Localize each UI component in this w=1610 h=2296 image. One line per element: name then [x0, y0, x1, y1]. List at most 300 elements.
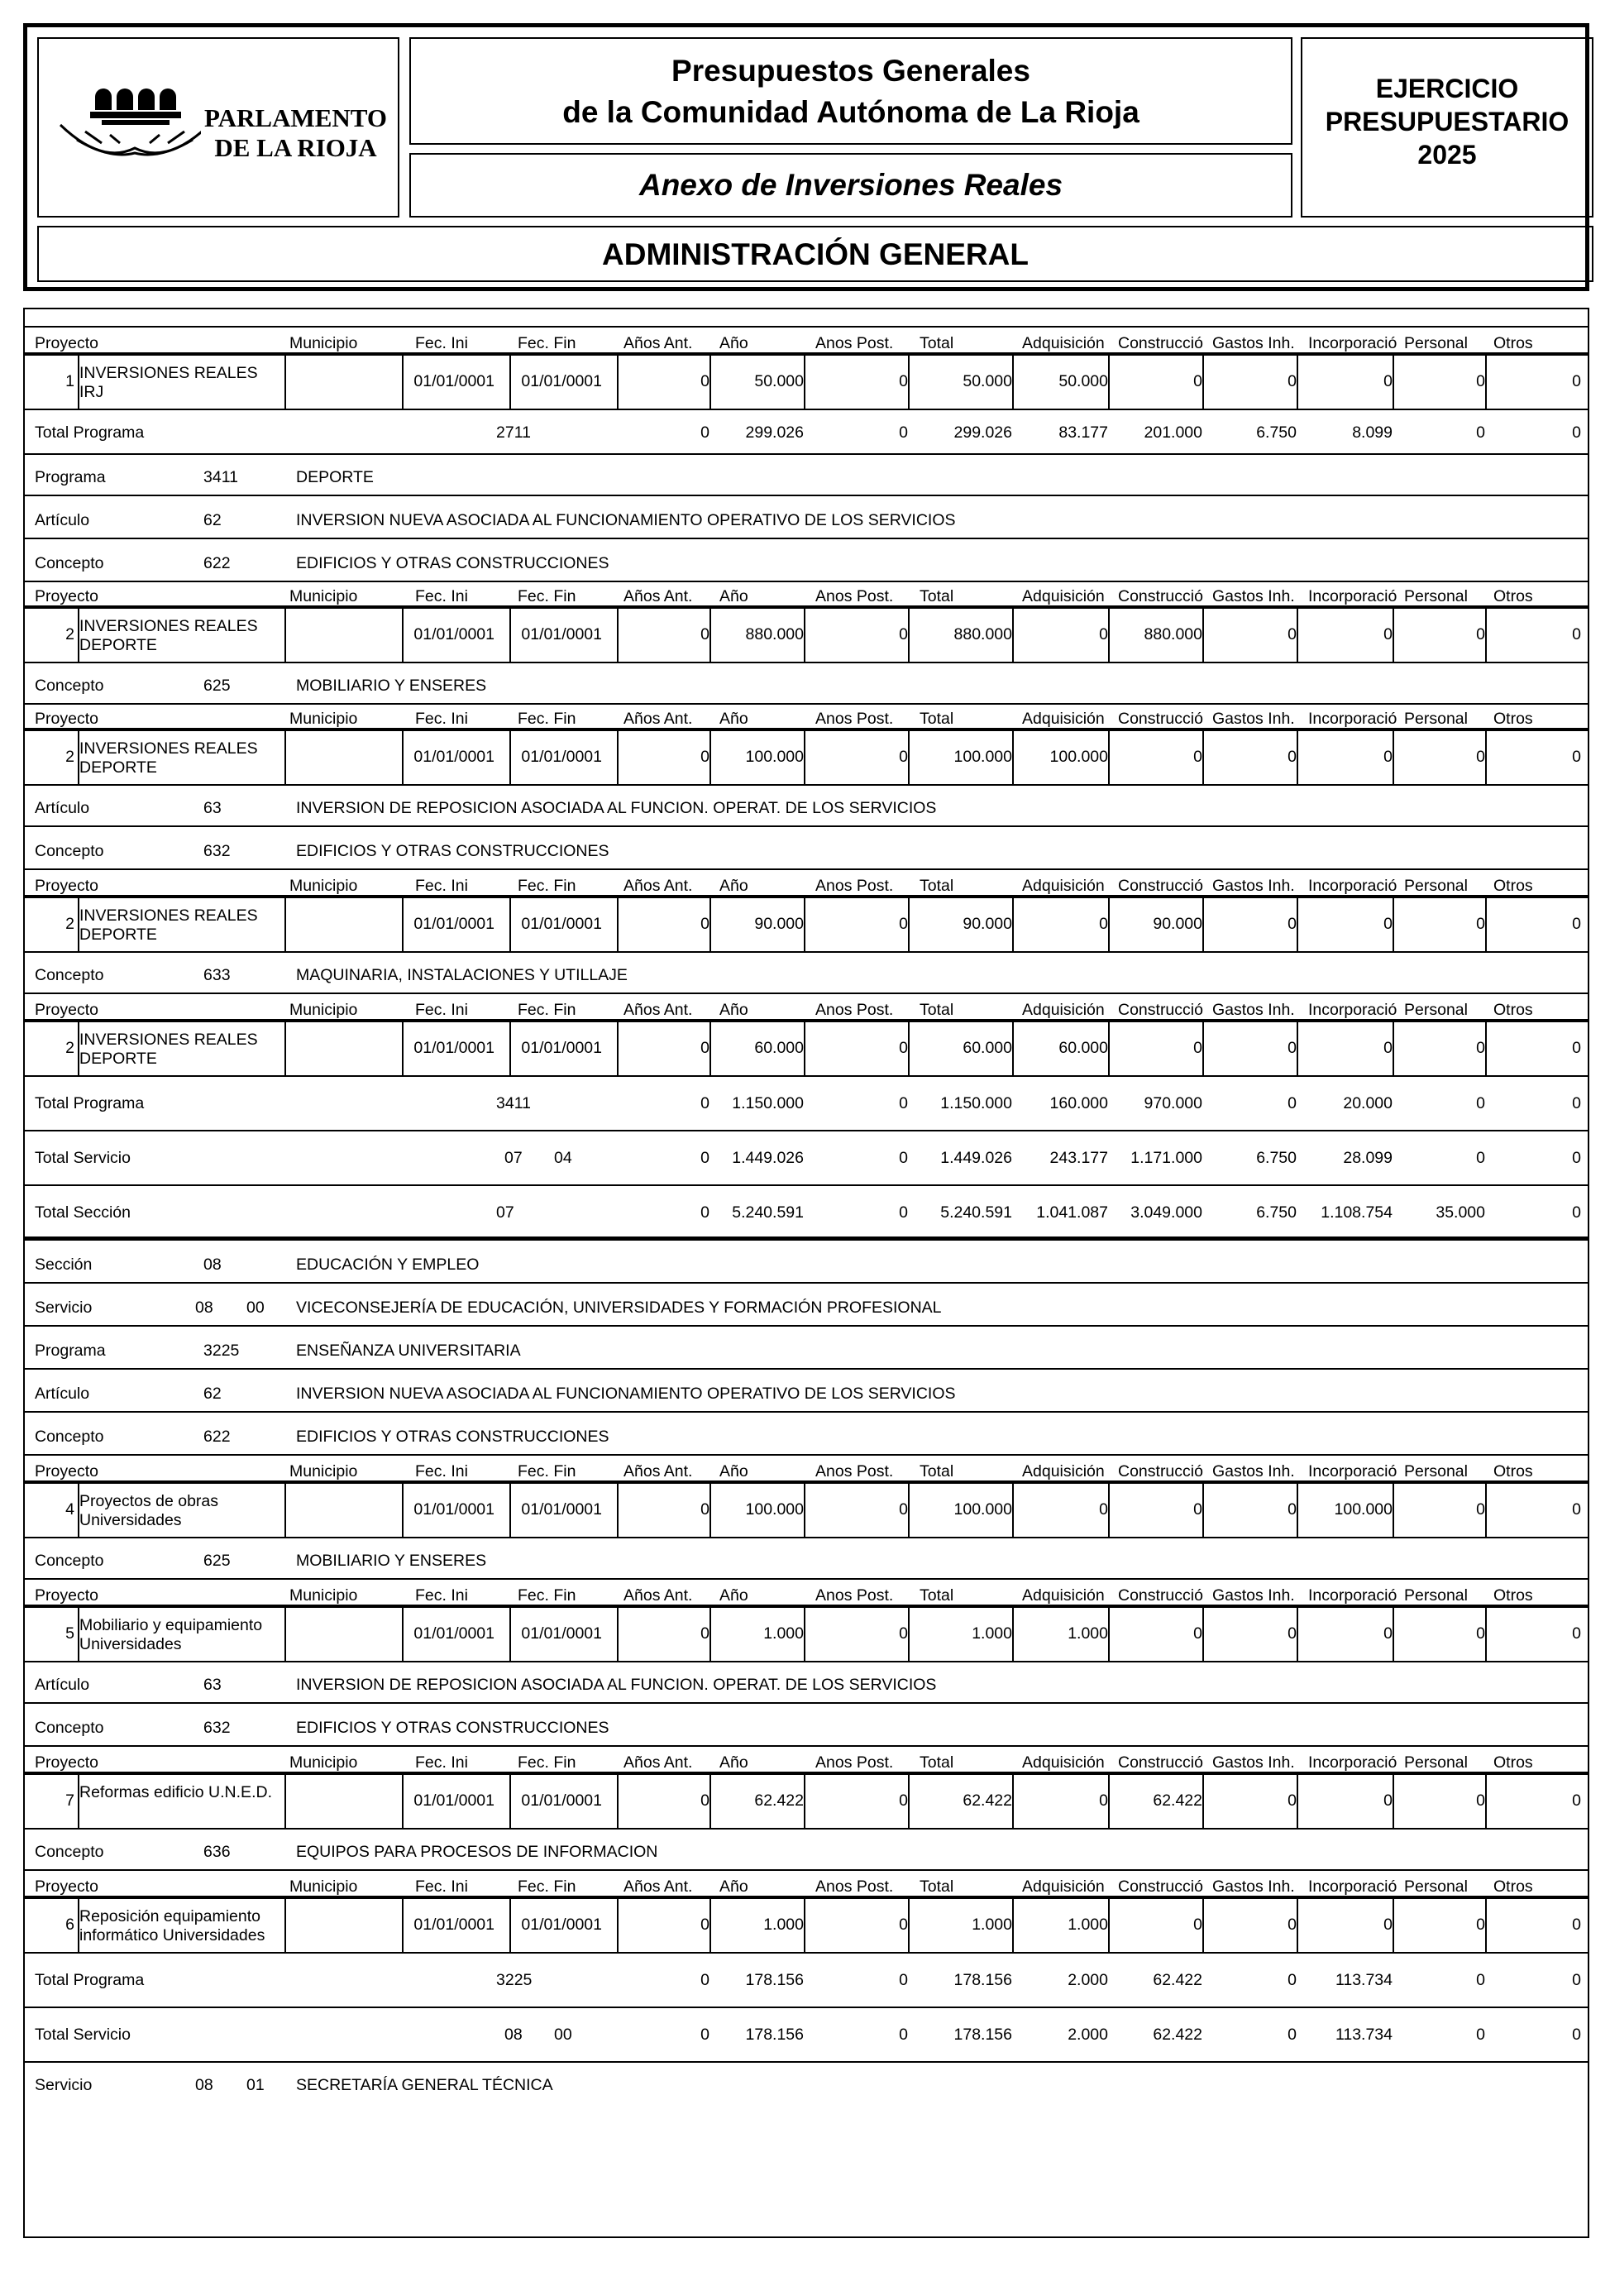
project-inc: 0 [1383, 915, 1393, 933]
project-inc: 0 [1383, 1916, 1393, 1934]
concepto-row [23, 1538, 1589, 1580]
cell-divider [709, 1608, 711, 1661]
programa-row-label: Programa [35, 468, 106, 486]
column-header-8: Adquisición [1022, 1462, 1105, 1480]
column-header-3: Fec. Fin [518, 1001, 576, 1019]
cell-divider [617, 1608, 619, 1661]
column-header-11: Incorporació [1308, 877, 1397, 895]
column-header-3: Fec. Fin [518, 1586, 576, 1605]
column-header-row [23, 582, 1589, 607]
cell-divider [402, 898, 404, 951]
total-servicio-row [23, 1131, 1589, 1186]
column-header-9: Construcció [1118, 1001, 1203, 1019]
project-total: 1.000 [972, 1916, 1012, 1934]
column-header-4: Años Ant. [623, 1753, 693, 1772]
articulo-row-label: Artículo [35, 799, 90, 817]
title-line1: Presupuestos Generales [671, 54, 1030, 88]
concepto-row-code: 622 [203, 1428, 231, 1446]
column-header-12: Personal [1404, 1877, 1468, 1896]
project-total: 100.000 [953, 748, 1012, 766]
column-header-4: Años Ant. [623, 1586, 693, 1605]
programa-row-code: 3225 [203, 1342, 240, 1360]
cell-divider [1202, 898, 1204, 951]
cell-divider [1202, 731, 1204, 784]
project-ff: 01/01/0001 [521, 372, 602, 390]
column-header-0: Proyecto [35, 710, 98, 728]
project-row [23, 1482, 1589, 1538]
column-header-2: Fec. Ini [415, 1462, 468, 1480]
project-ff: 01/01/0001 [521, 1500, 602, 1519]
project-name: INVERSIONES REALES DEPORTE [79, 1031, 258, 1068]
total-programa-row-con: 970.000 [1144, 1094, 1202, 1112]
project-con: 0 [1193, 1500, 1202, 1519]
total-programa-row-gas: 0 [1288, 1971, 1297, 1989]
column-header-13: Otros [1493, 587, 1533, 605]
column-header-0: Proyecto [35, 1877, 98, 1896]
project-ano: 100.000 [745, 1500, 804, 1519]
column-header-1: Municipio [289, 334, 358, 352]
column-header-13: Otros [1493, 1753, 1533, 1772]
project-ano: 60.000 [754, 1039, 804, 1057]
cell-divider [1485, 1608, 1487, 1661]
year-line3: 2025 [1417, 140, 1477, 170]
project-fi: 01/01/0001 [413, 1791, 494, 1810]
project-post: 0 [899, 748, 908, 766]
parliament-logo-icon [52, 72, 201, 171]
project-otr: 0 [1572, 1624, 1581, 1643]
cell-divider [617, 356, 619, 409]
project-name: Reformas edificio U.N.E.D. [79, 1783, 272, 1801]
concepto-row-label: Concepto [35, 1719, 104, 1737]
project-gas: 0 [1288, 1500, 1297, 1519]
project-con: 0 [1193, 372, 1202, 390]
total-servicio-row-code2: 04 [554, 1149, 572, 1167]
project-con: 0 [1193, 748, 1202, 766]
column-header-12: Personal [1404, 1753, 1468, 1772]
logo-line1: PARLAMENTO [204, 103, 388, 132]
project-ant: 0 [700, 372, 709, 390]
cell-divider [709, 1484, 711, 1537]
column-header-4: Años Ant. [623, 1877, 693, 1896]
total-programa-row-label: Total Programa [35, 423, 145, 442]
project-fi: 01/01/0001 [413, 1039, 494, 1057]
project-gas: 0 [1288, 625, 1297, 643]
column-header-8: Adquisición [1022, 334, 1105, 352]
column-header-2: Fec. Ini [415, 334, 468, 352]
total-servicio-row-label: Total Servicio [35, 2026, 131, 2044]
project-con: 0 [1193, 1039, 1202, 1057]
project-per: 0 [1476, 1791, 1485, 1810]
project-gas: 0 [1288, 1039, 1297, 1057]
cell-divider [1108, 731, 1110, 784]
programa-row-code: 3411 [203, 468, 238, 486]
concepto-row [23, 663, 1589, 705]
project-row [23, 607, 1589, 663]
cell-divider [1297, 1484, 1298, 1537]
fiscal-year-box [1301, 37, 1593, 218]
project-con: 0 [1193, 1916, 1202, 1934]
column-header-row [23, 1581, 1589, 1606]
cell-divider [908, 1899, 910, 1952]
project-ant: 0 [700, 1791, 709, 1810]
column-header-10: Gastos Inh. [1212, 1877, 1295, 1896]
project-name: Proyectos de obras Universidades [79, 1492, 219, 1529]
column-header-7: Total [920, 334, 954, 352]
articulo-row-description: INVERSION DE REPOSICION ASOCIADA AL FUNCION. OPERAT. DE LOS SERVICIOS [296, 1676, 937, 1694]
project-adq: 50.000 [1058, 372, 1108, 390]
column-header-1: Municipio [289, 1462, 358, 1480]
logo-text [204, 103, 387, 163]
project-ano: 50.000 [754, 372, 804, 390]
project-post: 0 [899, 915, 908, 933]
cell-divider [402, 731, 404, 784]
column-header-row [23, 1873, 1589, 1897]
cell-divider [1108, 1022, 1110, 1075]
total-servicio-row-otr: 0 [1572, 2026, 1581, 2044]
title-line2: de la Comunidad Autónoma de La Rioja [562, 95, 1139, 129]
column-header-0: Proyecto [35, 1001, 98, 1019]
project-ant: 0 [700, 1500, 709, 1519]
column-header-9: Construcció [1118, 334, 1203, 352]
column-header-11: Incorporació [1308, 1753, 1397, 1772]
cell-divider [1108, 609, 1110, 662]
cell-divider [804, 356, 805, 409]
cell-divider [908, 1775, 910, 1828]
column-header-0: Proyecto [35, 587, 98, 605]
column-header-0: Proyecto [35, 877, 98, 895]
total-servicio-row-code: 07 [504, 1149, 523, 1167]
cell-divider [509, 356, 511, 409]
project-number: 2 [65, 748, 74, 766]
cell-divider [1012, 1899, 1014, 1952]
column-header-3: Fec. Fin [518, 1462, 576, 1480]
project-adq: 1.000 [1068, 1916, 1108, 1934]
column-header-11: Incorporació [1308, 1586, 1397, 1605]
project-adq: 1.000 [1068, 1624, 1108, 1643]
total-programa-row-inc: 20.000 [1343, 1094, 1393, 1112]
articulo-row [23, 498, 1589, 539]
project-total: 100.000 [953, 1500, 1012, 1519]
column-header-5: Año [719, 1462, 748, 1480]
project-per: 0 [1476, 1624, 1485, 1643]
concepto-row [23, 1414, 1589, 1456]
programa-row-description: DEPORTE [296, 468, 374, 486]
cell-divider [908, 1608, 910, 1661]
column-header-7: Total [920, 710, 954, 728]
project-ff: 01/01/0001 [521, 625, 602, 643]
total-seccion-row-gas: 6.750 [1256, 1203, 1297, 1222]
total-programa-row-con: 62.422 [1153, 1971, 1202, 1989]
column-header-12: Personal [1404, 334, 1468, 352]
title-box [409, 37, 1292, 145]
cell-divider [617, 1899, 619, 1952]
project-ff: 01/01/0001 [521, 748, 602, 766]
concepto-row-code: 636 [203, 1843, 231, 1861]
articulo-row-code: 63 [203, 799, 222, 817]
servicio-row [23, 1285, 1589, 1327]
project-number: 6 [65, 1916, 74, 1934]
cell-divider [509, 898, 511, 951]
column-header-8: Adquisición [1022, 1753, 1105, 1772]
total-servicio-row-con: 62.422 [1153, 2026, 1202, 2044]
total-seccion-row-adq: 1.041.087 [1036, 1203, 1108, 1222]
cell-divider [804, 1899, 805, 1952]
project-number: 2 [65, 915, 74, 933]
programa-row [23, 455, 1589, 496]
column-header-5: Año [719, 710, 748, 728]
cell-divider [1012, 1484, 1014, 1537]
articulo-row-description: INVERSION DE REPOSICION ASOCIADA AL FUNCION. OPERAT. DE LOS SERVICIOS [296, 799, 937, 817]
total-programa-row [23, 412, 1589, 455]
seccion-row-description: EDUCACIÓN Y EMPLEO [296, 1256, 480, 1274]
total-programa-row-adq: 83.177 [1058, 423, 1108, 442]
project-gas: 0 [1288, 1916, 1297, 1934]
cell-divider [804, 1775, 805, 1828]
column-header-12: Personal [1404, 1001, 1468, 1019]
column-header-11: Incorporació [1308, 334, 1397, 352]
cell-divider [804, 898, 805, 951]
project-fi: 01/01/0001 [413, 1916, 494, 1934]
cell-divider [709, 1899, 711, 1952]
project-ano: 62.422 [754, 1791, 804, 1810]
seccion-row [23, 1242, 1589, 1284]
total-programa-row-post: 0 [899, 423, 908, 442]
project-row [23, 1021, 1589, 1077]
cell-divider [617, 609, 619, 662]
total-seccion-row-label: Total Sección [35, 1203, 131, 1222]
column-header-5: Año [719, 587, 748, 605]
project-inc: 0 [1383, 1791, 1393, 1810]
project-fi: 01/01/0001 [413, 915, 494, 933]
column-header-8: Adquisición [1022, 877, 1105, 895]
column-header-6: Anos Post. [815, 1753, 894, 1772]
cell-divider [1485, 1022, 1487, 1075]
cell-divider [1393, 1608, 1394, 1661]
column-header-13: Otros [1493, 1586, 1533, 1605]
project-ant: 0 [700, 1624, 709, 1643]
total-programa-row-otr: 0 [1572, 1971, 1581, 1989]
column-header-10: Gastos Inh. [1212, 1753, 1295, 1772]
column-header-4: Años Ant. [623, 587, 693, 605]
column-header-row [23, 329, 1589, 354]
column-header-10: Gastos Inh. [1212, 587, 1295, 605]
cell-divider [804, 731, 805, 784]
column-header-8: Adquisición [1022, 587, 1105, 605]
cell-divider [804, 1022, 805, 1075]
column-header-11: Incorporació [1308, 710, 1397, 728]
programa-row-description: ENSEÑANZA UNIVERSITARIA [296, 1342, 521, 1360]
cell-divider [1485, 731, 1487, 784]
project-ant: 0 [700, 1916, 709, 1934]
cell-divider [617, 1484, 619, 1537]
cell-divider [1108, 1775, 1110, 1828]
cell-divider [1393, 898, 1394, 951]
articulo-row-description: INVERSION NUEVA ASOCIADA AL FUNCIONAMIENTO OPERATIVO DE LOS SERVICIOS [296, 1385, 956, 1403]
total-seccion-row [23, 1186, 1589, 1241]
column-header-row [23, 705, 1589, 729]
cell-divider [509, 1022, 511, 1075]
column-header-7: Total [920, 1753, 954, 1772]
seccion-row-code: 08 [203, 1256, 222, 1274]
year-line2: PRESUPUESTARIO [1325, 107, 1569, 136]
cell-divider [1012, 356, 1014, 409]
cell-divider [402, 609, 404, 662]
project-inc: 100.000 [1334, 1500, 1393, 1519]
project-per: 0 [1476, 1500, 1485, 1519]
servicio-row-code: 08 [195, 2076, 213, 2094]
total-servicio-row [23, 2008, 1589, 2063]
programa-row-label: Programa [35, 1342, 106, 1360]
project-ff: 01/01/0001 [521, 1039, 602, 1057]
project-total: 1.000 [972, 1624, 1012, 1643]
project-number: 4 [65, 1500, 74, 1519]
cell-divider [1297, 1608, 1298, 1661]
cell-divider [1297, 356, 1298, 409]
project-inc: 0 [1383, 748, 1393, 766]
project-post: 0 [899, 1500, 908, 1519]
cell-divider [509, 1775, 511, 1828]
cell-divider [1393, 356, 1394, 409]
project-con: 62.422 [1153, 1791, 1202, 1810]
column-header-6: Anos Post. [815, 587, 894, 605]
concepto-row-description: MOBILIARIO Y ENSERES [296, 677, 487, 695]
column-header-2: Fec. Ini [415, 587, 468, 605]
cell-divider [402, 1022, 404, 1075]
cell-divider [908, 731, 910, 784]
project-name: INVERSIONES REALES DEPORTE [79, 739, 258, 777]
column-header-row [23, 996, 1589, 1021]
concepto-row [23, 1830, 1589, 1871]
cell-divider [509, 1899, 511, 1952]
column-header-5: Año [719, 1001, 748, 1019]
column-header-4: Años Ant. [623, 710, 693, 728]
total-servicio-row-per: 0 [1476, 2026, 1485, 2044]
column-header-3: Fec. Fin [518, 587, 576, 605]
column-header-12: Personal [1404, 1462, 1468, 1480]
column-header-1: Municipio [289, 877, 358, 895]
concepto-row-label: Concepto [35, 1843, 104, 1861]
project-inc: 0 [1383, 372, 1393, 390]
total-programa-row-code: 3225 [496, 1971, 533, 1989]
concepto-row-description: EDIFICIOS Y OTRAS CONSTRUCCIONES [296, 1428, 609, 1446]
column-header-13: Otros [1493, 1462, 1533, 1480]
project-total: 62.422 [963, 1791, 1012, 1810]
total-servicio-row-total: 178.156 [953, 2026, 1012, 2044]
concepto-row-description: EDIFICIOS Y OTRAS CONSTRUCCIONES [296, 554, 609, 572]
seccion-row-label: Sección [35, 1256, 93, 1274]
column-header-12: Personal [1404, 1586, 1468, 1605]
column-header-7: Total [920, 877, 954, 895]
total-servicio-row-per: 0 [1476, 1149, 1485, 1167]
total-servicio-row-con: 1.171.000 [1130, 1149, 1202, 1167]
project-name: INVERSIONES REALES IRJ [79, 364, 258, 401]
annex-title: Anexo de Inversiones Reales [409, 153, 1292, 218]
total-seccion-row-otr: 0 [1572, 1203, 1581, 1222]
project-post: 0 [899, 1039, 908, 1057]
cell-divider [1108, 898, 1110, 951]
total-seccion-row-code: 07 [496, 1203, 514, 1222]
concepto-row-label: Concepto [35, 842, 104, 860]
cell-divider [509, 1608, 511, 1661]
cell-divider [617, 1022, 619, 1075]
total-seccion-row-con: 3.049.000 [1130, 1203, 1202, 1222]
total-servicio-row-otr: 0 [1572, 1149, 1581, 1167]
cell-divider [1297, 731, 1298, 784]
column-header-3: Fec. Fin [518, 1753, 576, 1772]
total-servicio-row-inc: 28.099 [1343, 1149, 1393, 1167]
column-header-13: Otros [1493, 1877, 1533, 1896]
cell-divider [402, 1608, 404, 1661]
column-header-1: Municipio [289, 587, 358, 605]
articulo-row-description: INVERSION NUEVA ASOCIADA AL FUNCIONAMIENTO OPERATIVO DE LOS SERVICIOS [296, 511, 956, 529]
concepto-row-code: 625 [203, 677, 231, 695]
cell-divider [1012, 1775, 1014, 1828]
cell-divider [1485, 1899, 1487, 1952]
cell-divider [1108, 1484, 1110, 1537]
concepto-row-description: MOBILIARIO Y ENSERES [296, 1552, 487, 1570]
project-adq: 0 [1099, 1791, 1108, 1810]
cell-divider [1485, 609, 1487, 662]
cell-divider [908, 898, 910, 951]
cell-divider [1202, 1775, 1204, 1828]
concepto-row-code: 633 [203, 966, 231, 984]
cell-divider [709, 1022, 711, 1075]
column-header-6: Anos Post. [815, 1001, 894, 1019]
concepto-row-code: 632 [203, 1719, 231, 1737]
total-programa-row-ant: 0 [700, 1971, 709, 1989]
total-programa-row-per: 0 [1476, 423, 1485, 442]
cell-divider [1485, 1775, 1487, 1828]
project-ff: 01/01/0001 [521, 1624, 602, 1643]
cell-divider [1297, 1775, 1298, 1828]
concepto-row-label: Concepto [35, 966, 104, 984]
cell-divider [709, 731, 711, 784]
project-total: 880.000 [953, 625, 1012, 643]
total-servicio-row-ano: 1.449.026 [732, 1149, 804, 1167]
cell-divider [1202, 1899, 1204, 1952]
project-number: 1 [65, 372, 74, 390]
column-header-7: Total [920, 1001, 954, 1019]
column-header-4: Años Ant. [623, 1001, 693, 1019]
column-header-12: Personal [1404, 710, 1468, 728]
cell-divider [1393, 609, 1394, 662]
cell-divider [402, 1484, 404, 1537]
concepto-row-description: EQUIPOS PARA PROCESOS DE INFORMACION [296, 1843, 658, 1861]
cell-divider [1012, 731, 1014, 784]
column-header-10: Gastos Inh. [1212, 1001, 1295, 1019]
column-header-8: Adquisición [1022, 1001, 1105, 1019]
column-header-2: Fec. Ini [415, 877, 468, 895]
column-header-5: Año [719, 1877, 748, 1896]
cell-divider [1485, 898, 1487, 951]
project-ano: 1.000 [763, 1624, 804, 1643]
cell-divider [1012, 1608, 1014, 1661]
column-header-13: Otros [1493, 877, 1533, 895]
column-header-4: Años Ant. [623, 877, 693, 895]
column-header-2: Fec. Ini [415, 1877, 468, 1896]
cell-divider [804, 609, 805, 662]
cell-divider [402, 1899, 404, 1952]
project-post: 0 [899, 1916, 908, 1934]
column-header-7: Total [920, 1877, 954, 1896]
cell-divider [509, 609, 511, 662]
total-servicio-row-inc: 113.734 [1335, 2026, 1393, 2044]
servicio-row-description: SECRETARÍA GENERAL TÉCNICA [296, 2076, 553, 2094]
total-servicio-row-post: 0 [899, 1149, 908, 1167]
cell-divider [709, 1775, 711, 1828]
column-header-6: Anos Post. [815, 877, 894, 895]
column-header-10: Gastos Inh. [1212, 877, 1295, 895]
